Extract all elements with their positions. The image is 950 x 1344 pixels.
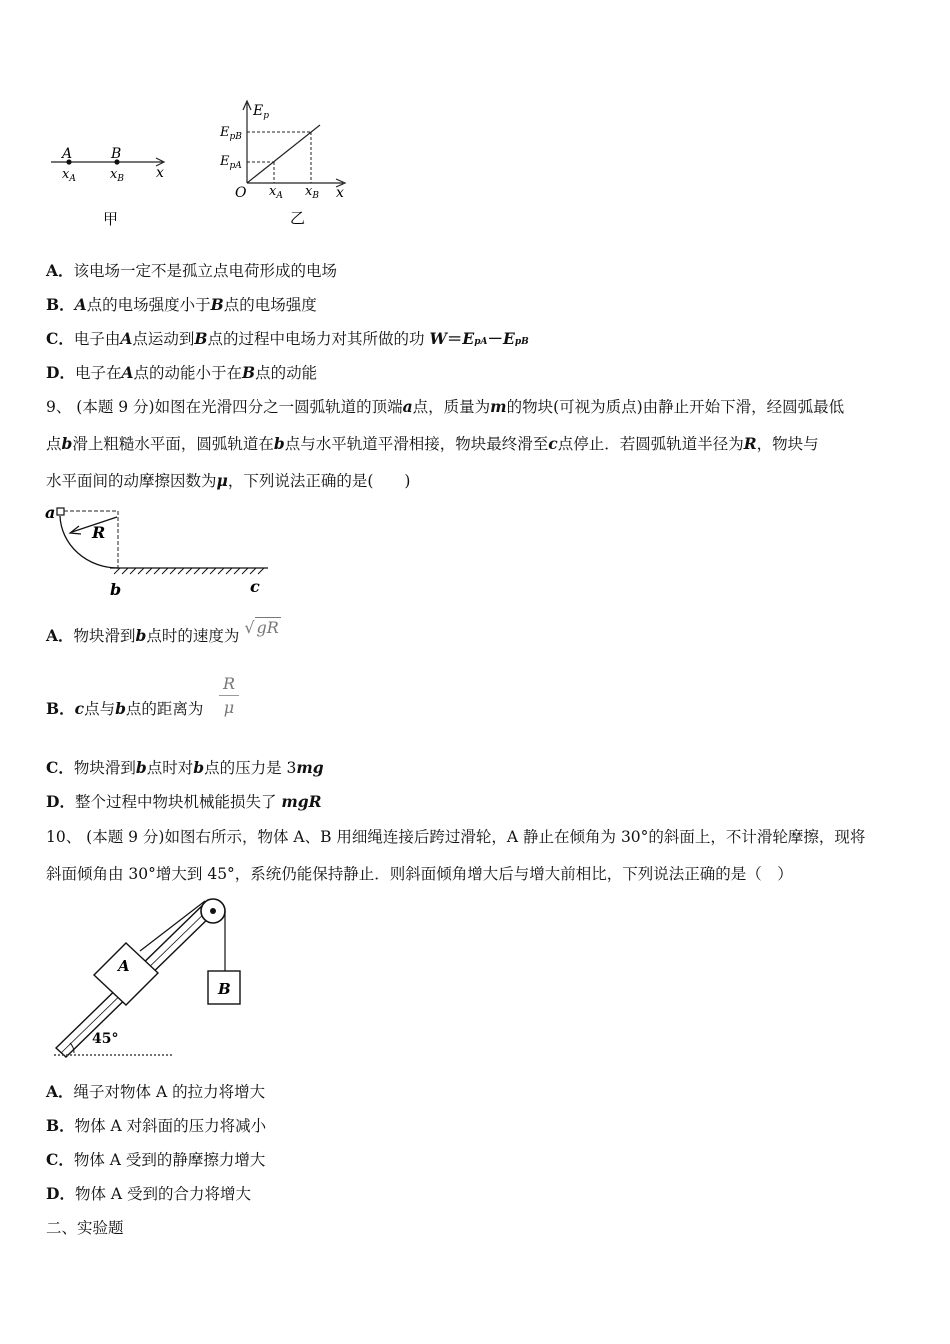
epb-label: $E_{pB}$ (220, 125, 242, 142)
xb-label: $x_B$ (110, 167, 124, 184)
origin-label: O (235, 185, 247, 201)
block (57, 508, 64, 515)
q10-option-c: C．物体 A 受到的静摩擦力增大 (46, 1150, 266, 1169)
q9-stem-line3: 水平面间的动摩擦因数为μ，下列说法正确的是( ) (46, 471, 411, 490)
q8-option-b: B．A点的电场强度小于B点的电场强度 (46, 295, 317, 314)
q10-stem-line1: 10、 (本题 9 分)如图右所示，物体 A、B 用细绳连接后跨过滑轮，A 静止在倾角为 30°的斜面上，不计滑轮摩擦，现将 (46, 828, 866, 846)
q10-option-a: A．绳子对物体 A 的拉力将增大 (46, 1082, 266, 1101)
sqrt-expression: √ gR (244, 618, 279, 637)
q9-option-b: B．c点与b点的距离为 (46, 699, 204, 718)
xa-label-2: $x_A$ (269, 184, 283, 201)
caption-yi: 乙 (290, 209, 306, 227)
block-a-label: A (118, 957, 130, 975)
angle-label: 45° (92, 1031, 119, 1047)
section-heading: 二、实验题 (46, 1219, 124, 1237)
q10-option-b: B．物体 A 对斜面的压力将减小 (46, 1116, 267, 1135)
q9-option-c: C．物块滑到b点时对b点的压力是 3mg (46, 758, 324, 777)
ep-axis-label: $E_p$ (253, 103, 269, 121)
figure-yi (215, 95, 355, 230)
point-c-fig: c (250, 577, 260, 596)
q9-stem-line2: 点b滑上粗糙水平面，圆弧轨道在b点与水平轨道平滑相接，物块最终滑至c点停止．若圆弧轨道半径为R，物块与 (46, 434, 819, 453)
q9-stem-line1: 9、 (本题 9 分)如图在光滑四分之一圆弧轨道的顶端a点，质量为m的物块(可视为质点)由静止开始下滑，经圆弧最低 (46, 397, 845, 416)
point-b-fig: b (110, 580, 122, 599)
q8-option-c: C．电子由A点运动到B点的过程中电场力对其所做的功 W＝EpA－EpB (46, 329, 529, 348)
x-axis-label-2: x (336, 185, 344, 201)
q10-option-d: D．物体 A 受到的合力将增大 (46, 1184, 252, 1203)
q10-stem-line2: 斜面倾角由 30°增大到 45°，系统仍能保持静止．则斜面倾角增大后与增大前相比，下列说法正确的是（ ） (46, 865, 793, 883)
epa-label: $E_{pA}$ (220, 154, 242, 171)
figure-q10-incline (50, 893, 250, 1061)
figure-q9-track (42, 502, 274, 602)
figure-jia (45, 140, 175, 230)
q9-option-d: D．整个过程中物块机械能损失了 mgR (46, 792, 322, 811)
x-axis-label: x (156, 165, 164, 181)
caption-jia: 甲 (103, 210, 119, 228)
xb-label-2: $x_B$ (305, 184, 319, 201)
q9-option-a: A．物块滑到b点时的速度为 √ gR (46, 618, 279, 645)
point-a-fig: a (45, 503, 56, 522)
block-b-label: B (218, 980, 231, 998)
radius-label: R (92, 523, 106, 542)
fraction-r-over-mu: R μ (219, 674, 239, 717)
point-a-label: A (62, 146, 73, 162)
point-b-label: B (111, 146, 122, 162)
xa-label: $x_A$ (62, 167, 76, 184)
q8-option-a: A．该电场一定不是孤立点电荷形成的电场 (46, 261, 338, 280)
q8-option-d: D．电子在A点的动能小于在B点的动能 (46, 363, 318, 382)
